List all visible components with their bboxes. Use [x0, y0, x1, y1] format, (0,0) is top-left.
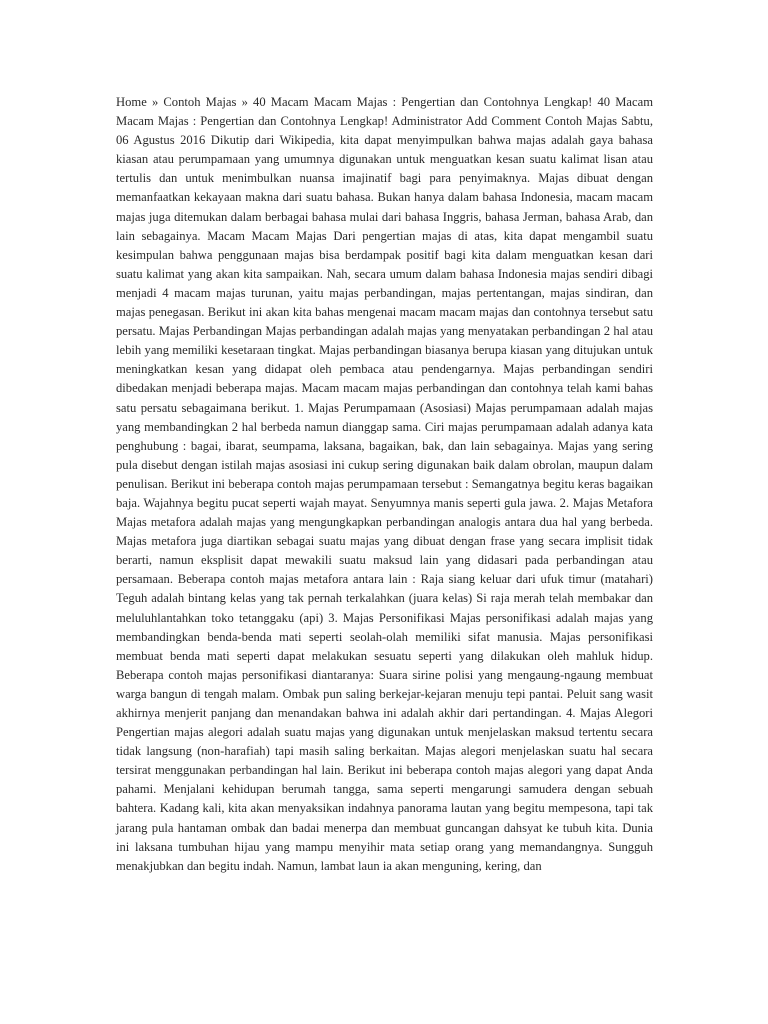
article-body-text: Home » Contoh Majas » 40 Macam Macam Majas : Pengertian dan Contohnya Lengkap! 40 Macam Macam Majas : Pengertian dan Contohnya Lengkap! Administrator Add Comment Contoh Majas Sabtu, 06 Agustus 2016 Dikutip dari Wikipedia, kita dapat menyimpulkan bahwa majas adalah gaya bahasa kiasan atau perumpamaan yang umumnya digunakan untuk menguatkan kesan suatu kalimat lisan atau tertulis dan untuk menimbulkan nuansa imajinatif bagi para penyimaknya. Majas dibuat dengan memanfaatkan kekayaan makna dari suatu bahasa. Bukan hanya dalam bahasa Indonesia, macam macam majas juga ditemukan dalam berbagai bahasa mulai dari bahasa Inggris, bahasa Jerman, bahasa Arab, dan lain sebagainya. Macam Macam Majas Dari pengertian majas di atas, kita dapat mengambil suatu kesimpulan bahwa penggunaan majas bisa berdampak positif bagi kita dalam menguatkan kesan dari suatu kalimat yang akan kita sampaikan. Nah, secara umum dalam bahasa Indonesia majas sendiri dibagi menjadi 4 macam majas turunan, yaitu majas perbandingan, majas pertentangan, majas sindiran, dan majas penegasan. Berikut ini akan kita bahas mengenai macam macam majas dan contohnya tersebut satu persatu. Majas Perbandingan Majas perbandingan adalah majas yang menyatakan perbandingan 2 hal atau lebih yang memiliki kesetaraan tingkat. Majas perbandingan biasanya berupa kiasan yang ditujukan untuk meningkatkan kesan yang didapat oleh pembaca atau pendengarnya. Majas perbandingan sendiri dibedakan menjadi beberapa majas. Macam macam majas perbandingan dan contohnya telah kami bahas satu persatu sebagaimana berikut. 1. Majas Perumpamaan (Asosiasi) Majas perumpamaan adalah majas yang membandingkan 2 hal berbeda namun dianggap sama. Ciri majas perumpamaan adalah adanya kata penghubung : bagai, ibarat, seumpama, laksana, bagaikan, bak, dan lain sebagainya. Majas yang sering pula disebut dengan istilah majas asosiasi ini cukup sering digunakan baik dalam obrolan, maupun dalam penulisan. Berikut ini beberapa contoh majas perumpamaan tersebut : Semangatnya begitu keras bagaikan baja. Wajahnya begitu pucat seperti wajah mayat. Senyumnya manis seperti gula jawa. 2. Majas Metafora Majas metafora adalah majas yang mengungkapkan perbandingan analogis antara dua hal yang berbeda. Majas metafora juga diartikan sebagai suatu majas yang dibuat dengan frase yang secara implisit tidak berarti, namun eksplisit dapat mewakili suatu maksud lain yang didasari pada perbandingan atau persamaan. Beberapa contoh majas metafora antara lain : Raja siang keluar dari ufuk timur (matahari) Teguh adalah bintang kelas yang tak pernah terkalahkan (juara kelas) Si raja merah telah membakar dan meluluhlantahkan toko tetanggaku (api) 3. Majas Personifikasi Majas personifikasi adalah majas yang membandingkan benda-benda mati seperti seolah-olah memiliki sifat manusia. Majas personifikasi membuat benda mati seperti dapat melakukan sesuatu seperti yang dilakukan oleh mahluk hidup. Beberapa contoh majas personifikasi diantaranya: Suara sirine polisi yang mengaung-ngaung membuat warga bangun di tengah malam. Ombak pun saling berkejar-kejaran menuju tepi pantai. Peluit sang wasit akhirnya menjerit panjang dan menandakan bahwa ini adalah akhir dari pertandingan. 4. Majas Alegori Pengertian majas alegori adalah suatu majas yang digunakan untuk menjelaskan maksud tertentu secara tidak langsung (non-harafiah) tapi masih saling berkaitan. Majas alegori menjelaskan suatu hal secara tersirat menggunakan perbandingan hal lain. Berikut ini beberapa contoh majas alegori yang dapat Anda pahami. Menjalani kehidupan berumah tangga, sama seperti mengarungi samudera dengan sebuah bahtera. Kadang kali, kita akan menyaksikan indahnya panorama lautan yang begitu mempesona, tapi tak jarang pula hantaman ombak dan badai menerpa dan membuat guncangan dahsyat ke tubuh kita. Dunia ini laksana tumbuhan hijau yang mampu menyihir mata setiap orang yang memandangnya. Sungguh menakjubkan dan begitu indah. Namun, lambat laun ia akan menguning, kering, dan — [116, 95, 653, 873]
document-page — [116, 93, 653, 876]
